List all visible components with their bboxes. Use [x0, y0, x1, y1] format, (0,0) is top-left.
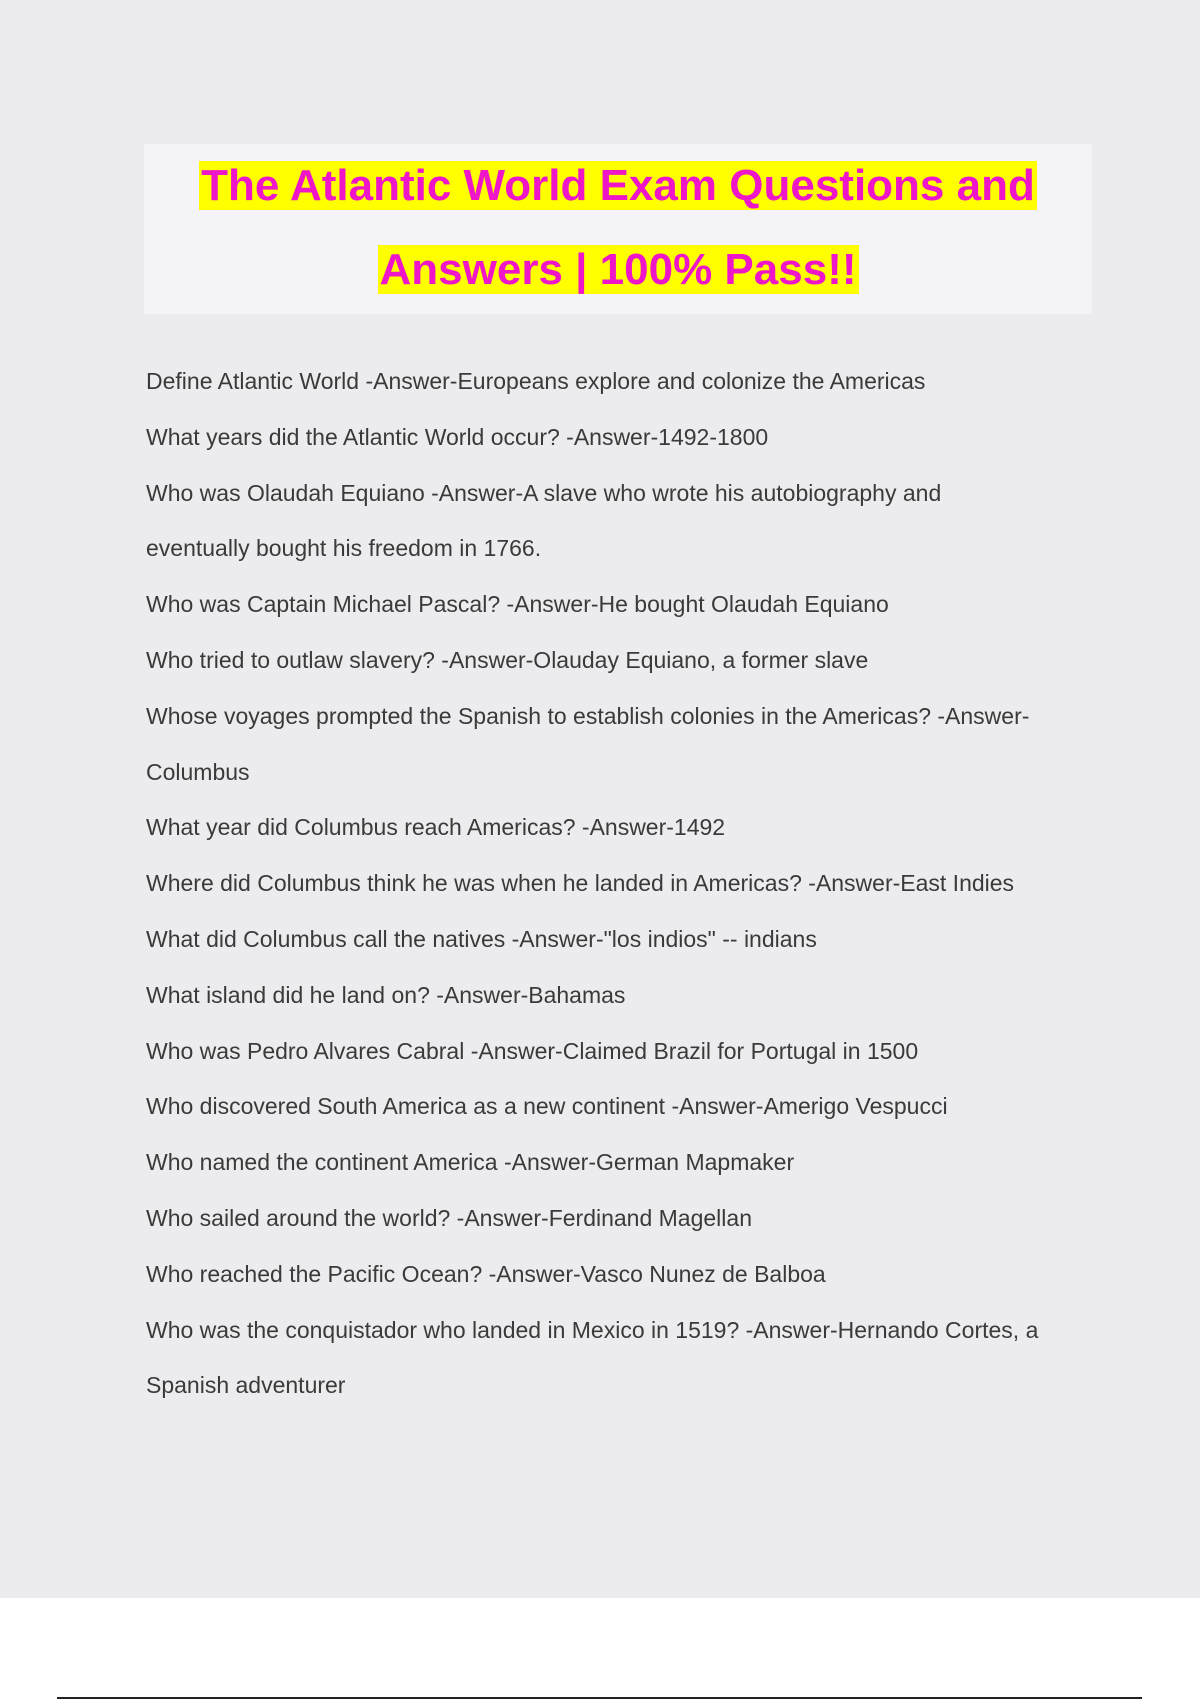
qa-line: Columbus: [146, 758, 250, 785]
title-line-2-text: Answers | 100% Pass!!: [379, 245, 857, 294]
qa-line: What did Columbus call the natives -Answer-"los indios" -- indians: [146, 925, 817, 952]
qa-line: eventually bought his freedom in 1766.: [146, 535, 542, 562]
title-line-1-text: The Atlantic World Exam Questions and: [201, 161, 1035, 210]
title-line-1: [144, 144, 1092, 228]
document-title: [144, 144, 1092, 314]
qa-line: Who was Captain Michael Pascal? -Answer-He bought Olaudah Equiano: [146, 591, 889, 618]
qa-line: Who was the conquistador who landed in Mexico in 1519? -Answer-Hernando Cortes, a: [146, 1316, 1039, 1343]
qa-line: Who sailed around the world? -Answer-Ferdinand Magellan: [146, 1204, 752, 1231]
footer-divider: [57, 1697, 1142, 1699]
qa-line: Who named the continent America -Answer-German Mapmaker: [146, 1149, 795, 1176]
qa-line: Who was Pedro Alvares Cabral -Answer-Claimed Brazil for Portugal in 1500: [146, 1037, 919, 1064]
qa-line: Who tried to outlaw slavery? -Answer-Olauday Equiano, a former slave: [146, 646, 869, 673]
title-line-2: [144, 228, 1092, 312]
qa-line: Define Atlantic World -Answer-Europeans explore and colonize the Americas: [146, 368, 926, 394]
qa-line: Where did Columbus think he was when he landed in Americas? -Answer-East Indies: [146, 870, 1015, 897]
qa-line: Who discovered South America as a new continent -Answer-Amerigo Vespucci: [146, 1093, 948, 1120]
qa-list: [146, 354, 1096, 1414]
qa-line: What year did Columbus reach Americas? -Answer-1492: [146, 814, 726, 841]
qa-line: What island did he land on? -Answer-Bahamas: [146, 981, 626, 1008]
qa-line: What years did the Atlantic World occur? -Answer-1492-1800: [146, 423, 769, 450]
qa-line: Who reached the Pacific Ocean? -Answer-Vasco Nunez de Balboa: [146, 1260, 826, 1287]
qa-line: Who was Olaudah Equiano -Answer-A slave who wrote his autobiography and: [146, 479, 942, 506]
qa-line: Spanish adventurer: [146, 1372, 346, 1399]
qa-line: Whose voyages prompted the Spanish to establish colonies in the Americas? -Answer-: [146, 702, 1030, 729]
